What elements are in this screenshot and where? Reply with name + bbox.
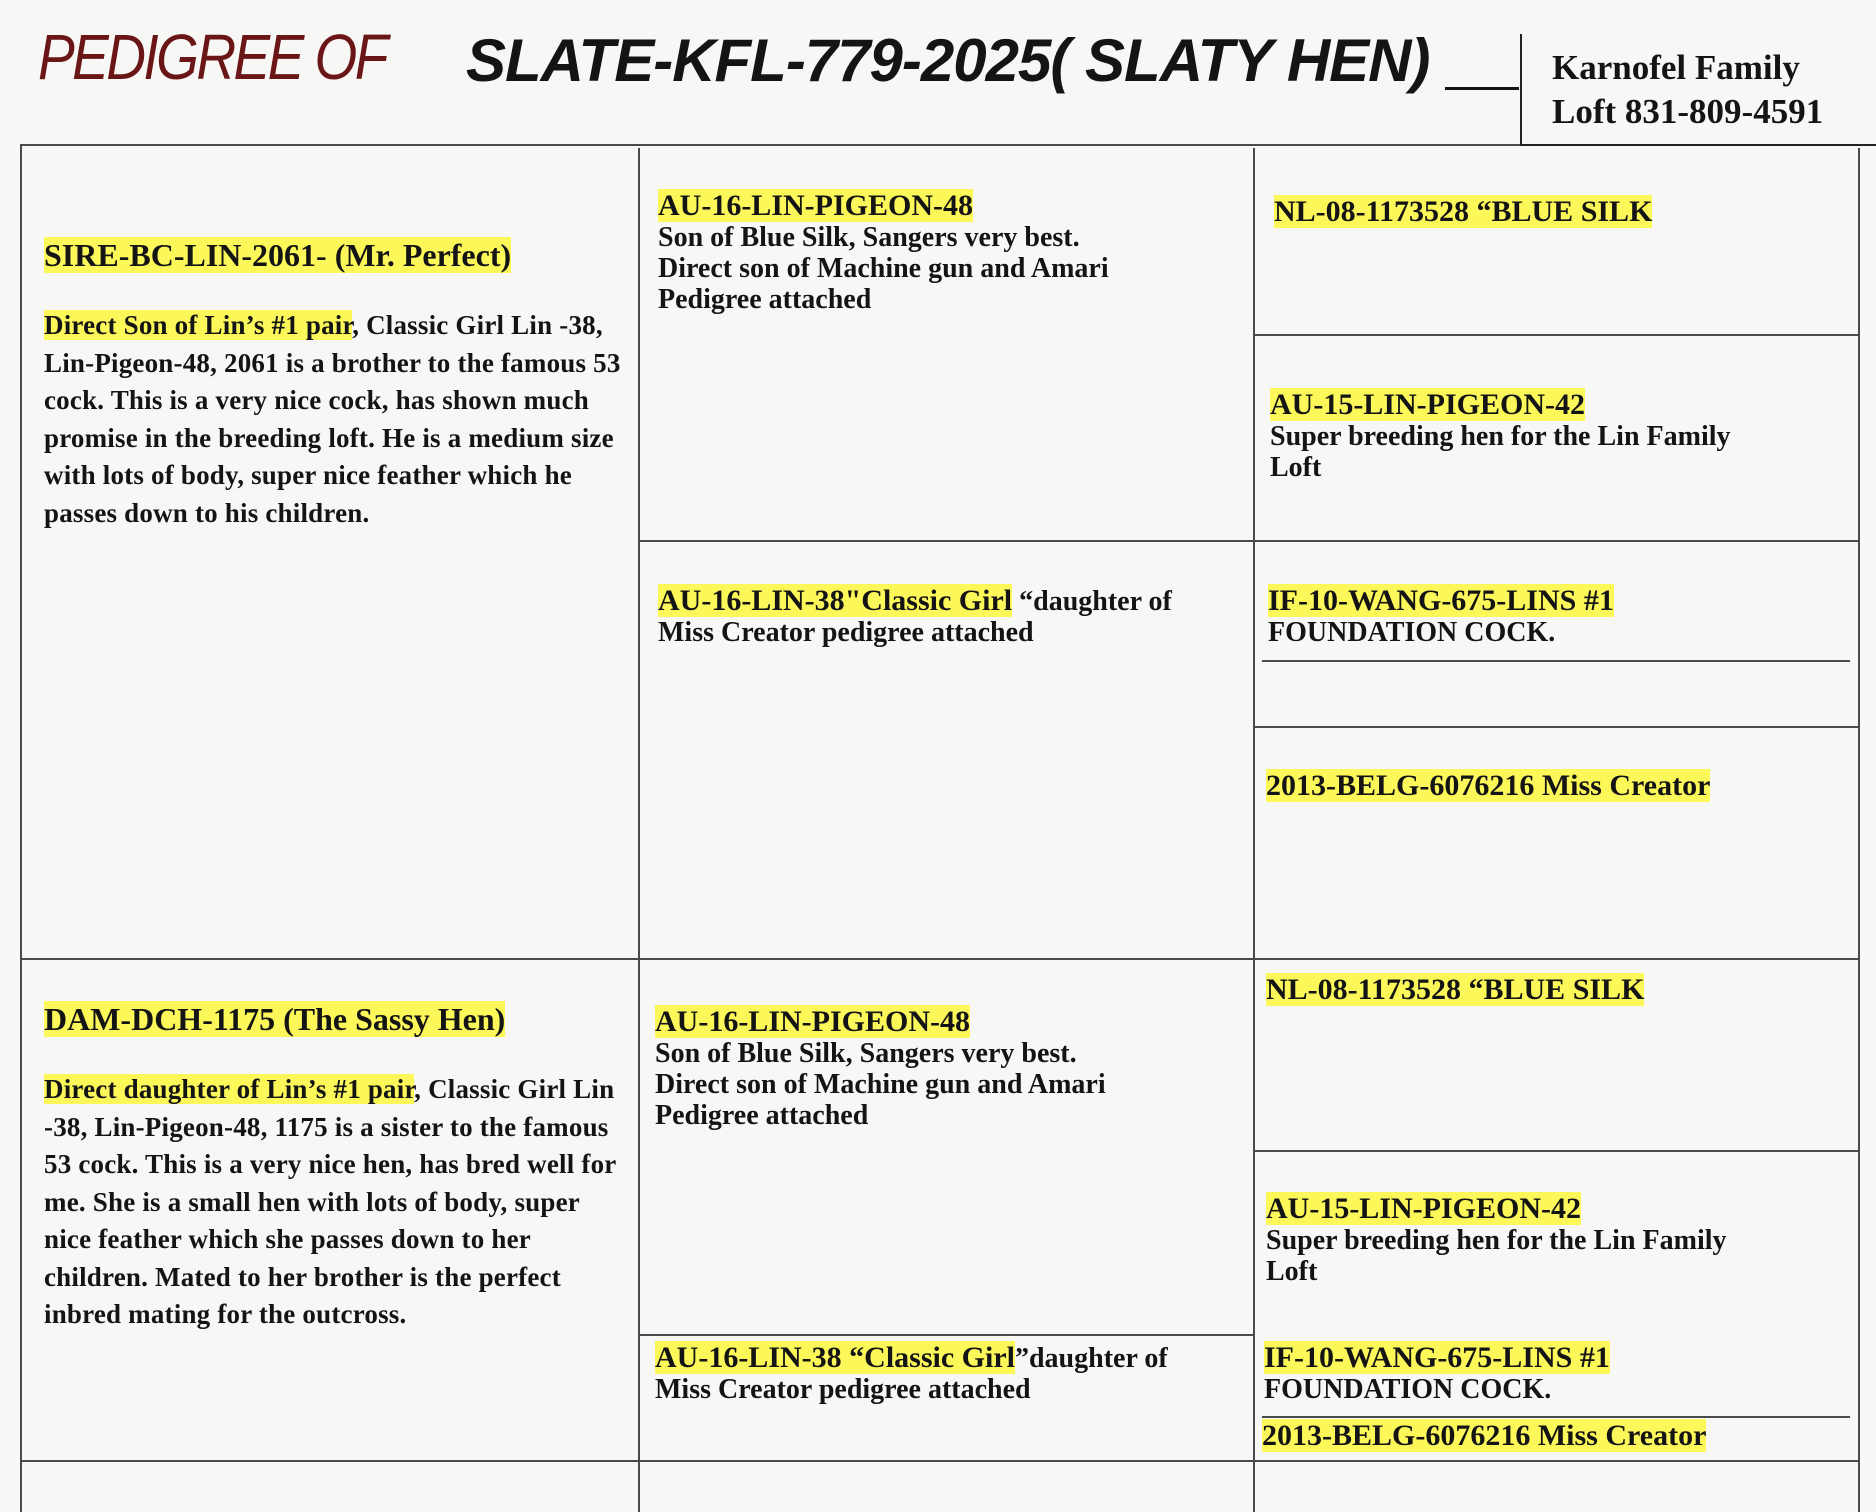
dam-sire-line1: Son of Blue Silk, Sangers very best. (655, 1038, 1077, 1069)
dam-sire-cell (655, 1006, 1245, 1131)
ss-dam-name: AU-15-LIN-PIGEON-42 (1270, 388, 1585, 421)
dam-sire-name: AU-16-LIN-PIGEON-48 (655, 1005, 970, 1038)
grid-line (638, 148, 640, 1512)
dam-sire-line3: Pedigree attached (655, 1100, 869, 1131)
ds-sire-name: NL-08-1173528 “BLUE SILK (1266, 973, 1645, 1006)
dam-description-text: , Classic Girl Lin -38, Lin-Pigeon-48, 1175 is a sister to the famous 53 cock. This is a very nice hen, has bred well for me. She is a small hen with lots of body, super nice feather which she passes down to her children. Mated to her brother is the perfect inbred mating for the outcross. (44, 1074, 616, 1329)
dam-highlight: Direct daughter of Lin’s #1 pair (44, 1074, 415, 1104)
dd-sire-line: FOUNDATION COCK. (1264, 1374, 1552, 1405)
ds-sire-cell (1266, 974, 1851, 1006)
dd-sire-name: IF-10-WANG-675-LINS #1 (1264, 1341, 1610, 1374)
grid-line (1262, 1416, 1850, 1418)
grid-line (1253, 334, 1858, 336)
dd-dam-name: 2013-BELG-6076216 Miss Creator (1262, 1419, 1707, 1452)
grid-line (1253, 148, 1255, 1512)
dam-description (44, 1071, 619, 1334)
sire-sire-cell (658, 190, 1248, 315)
ds-dam-cell (1266, 1193, 1851, 1287)
title-prefix: PEDIGREE OF (38, 21, 386, 93)
ss-dam-cell (1270, 389, 1850, 483)
grid-line (638, 540, 1858, 542)
dam-dam-cell (655, 1342, 1250, 1405)
sire-dam-text-a: “daughter of (1012, 586, 1172, 617)
grid-line (20, 1460, 1858, 1462)
sire-highlight: Direct Son of Lin’s #1 pair (44, 310, 353, 340)
sire-sire-line3: Pedigree attached (658, 284, 872, 315)
loft-contact-box (1520, 34, 1876, 146)
dam-dam-name: AU-16-LIN-38 “Classic Girl (655, 1341, 1015, 1374)
ss-dam-line2: Loft (1270, 452, 1322, 483)
ss-sire-cell (1274, 196, 1849, 228)
grid-line (1262, 660, 1850, 662)
ss-dam-line1: Super breeding hen for the Lin Family (1270, 421, 1731, 452)
grid-line (1858, 148, 1860, 1512)
dam-sire-line2: Direct son of Machine gun and Amari (655, 1069, 1106, 1100)
ds-dam-line2: Loft (1266, 1256, 1318, 1287)
ss-sire-name: NL-08-1173528 “BLUE SILK (1274, 195, 1653, 228)
sd-dam-cell (1266, 770, 1851, 802)
grid-line (1253, 726, 1858, 728)
dam-dam-text-b: Miss Creator pedigree attached (655, 1374, 1031, 1405)
dam-dam-text-a: ”daughter of (1014, 1343, 1168, 1374)
grid-line (1253, 1150, 1858, 1152)
dd-dam-cell (1262, 1420, 1847, 1452)
sire-dam-text-b: Miss Creator pedigree attached (658, 617, 1034, 648)
sire-dam-name: AU-16-LIN-38"Classic Girl (658, 584, 1013, 617)
grid-line (20, 144, 1520, 146)
dam-cell (44, 1001, 619, 1334)
ds-dam-name: AU-15-LIN-PIGEON-42 (1266, 1192, 1581, 1225)
grid-line (638, 1334, 1253, 1336)
page-title (38, 20, 1430, 94)
sd-sire-cell (1268, 585, 1848, 648)
grid-line (20, 144, 22, 1512)
title-underline (1445, 87, 1519, 90)
sire-sire-name: AU-16-LIN-PIGEON-48 (658, 189, 973, 222)
sd-sire-line: FOUNDATION COCK. (1268, 617, 1556, 648)
header (0, 0, 1876, 150)
sire-name: SIRE-BC-LIN-2061- (Mr. Perfect) (44, 237, 512, 273)
title-bird-id: SLATE-KFL-779-2025( SLATY HEN) (466, 27, 1430, 94)
loft-name: Karnofel Family (1552, 48, 1800, 87)
ds-dam-line1: Super breeding hen for the Lin Family (1266, 1225, 1727, 1256)
sire-description-text: , Classic Girl Lin -38, Lin-Pigeon-48, 2061 is a brother to the famous 53 cock. This is a very nice cock, has shown much promise in the breeding loft. He is a medium size with lots of body, super nice feather which he passes down to his children. (44, 310, 621, 528)
sire-sire-line1: Son of Blue Silk, Sangers very best. (658, 222, 1080, 253)
loft-phone: Loft 831-809-4591 (1552, 92, 1824, 131)
sire-sire-line2: Direct son of Machine gun and Amari (658, 253, 1109, 284)
sire-description (44, 307, 624, 532)
sire-dam-cell (658, 585, 1248, 648)
sd-sire-name: IF-10-WANG-675-LINS #1 (1268, 584, 1614, 617)
sd-dam-name: 2013-BELG-6076216 Miss Creator (1266, 769, 1711, 802)
grid-line (20, 958, 1858, 960)
sire-cell (44, 237, 624, 532)
dd-sire-cell (1264, 1342, 1849, 1405)
dam-name: DAM-DCH-1175 (The Sassy Hen) (44, 1001, 506, 1037)
